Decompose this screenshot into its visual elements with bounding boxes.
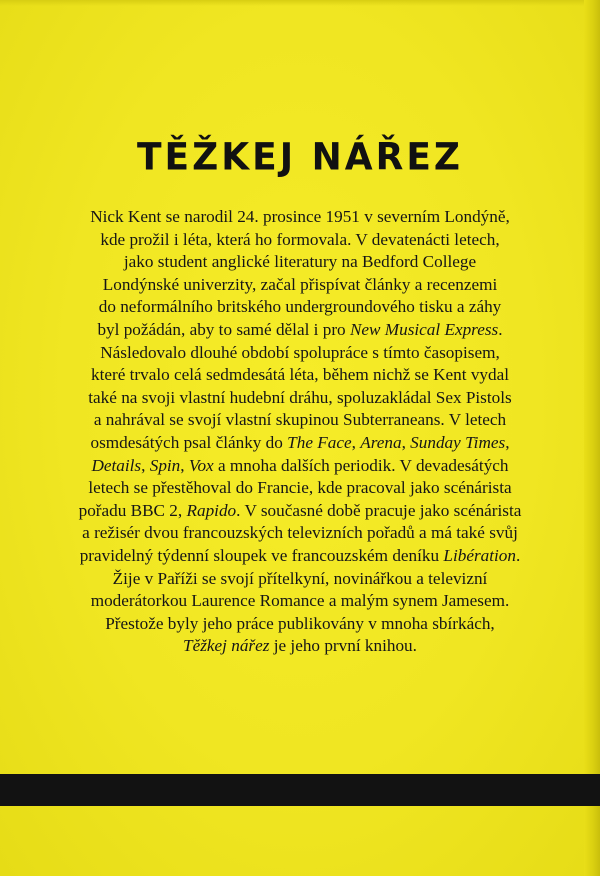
text-span: osmdesátých psal články do (90, 432, 288, 452)
text-span: Následovalo dlouhé období spolupráce s tímto časopisem, (100, 342, 500, 362)
text-span: Žije v Paříži se svojí přítelkyní, novinářkou a televizní (112, 568, 488, 588)
blurb-line (40, 568, 560, 591)
book-title: TĚŽKEJ NÁŘEZ (136, 135, 464, 180)
text-span: Londýnské univerzity, začal přispívat články a recenzemi (102, 274, 498, 294)
blurb-line (40, 229, 560, 252)
text-span: byl požádán, aby to samé dělal i pro (97, 319, 350, 339)
black-stripe (0, 774, 600, 806)
blurb-line (40, 296, 560, 319)
blurb-line (40, 342, 560, 365)
blurb-line (40, 545, 560, 568)
italic-title-span: Rapido (186, 500, 237, 520)
text-span: . V současné době pracuje jako scénárista (236, 500, 522, 520)
blurb-line (40, 477, 560, 500)
blurb-line (40, 251, 560, 274)
cover-spine-edge (584, 0, 600, 876)
text-span: do neformálního britského undergroundového tisku a záhy (98, 297, 502, 317)
italic-title-span: Vox (188, 455, 214, 475)
italic-title-span: Arena (360, 432, 402, 452)
blurb-line (40, 635, 560, 658)
text-span: , (141, 455, 150, 475)
text-span: které trvalo celá sedmdesátá léta, během nichž se Kent vydal (90, 365, 510, 385)
blurb-line (40, 387, 560, 410)
text-span: pravidelný týdenní sloupek ve francouzském deníku (79, 545, 444, 565)
text-span: . (498, 319, 503, 339)
italic-title-span: Sunday Times (410, 432, 506, 452)
blurb-line (40, 364, 560, 387)
text-span: a mnoha dalších periodik. V devadesátých (213, 455, 509, 475)
blurb-line (40, 500, 560, 523)
blurb-line (40, 522, 560, 545)
italic-title-span: Spin (149, 455, 181, 475)
italic-title-span: The Face (287, 432, 352, 452)
blurb-line (40, 319, 560, 342)
text-span: také na svoji vlastní hudební dráhu, spoluzakládal Sex Pistols (88, 387, 512, 407)
author-biography-text (40, 206, 560, 658)
blurb-line (40, 455, 560, 478)
text-span: . (515, 545, 521, 565)
blurb-line (40, 274, 560, 297)
text-span: , (505, 432, 510, 452)
text-span: a režisér dvou francouzských televizních pořadů a má také svůj (82, 523, 518, 543)
italic-title-span: Details (91, 455, 142, 475)
italic-title-span: New Musical Express (349, 319, 499, 339)
blurb-line (40, 613, 560, 636)
text-span: a nahrával se svojí vlastní skupinou Subterraneans. V letech (93, 410, 507, 430)
cover-top-edge (0, 0, 600, 6)
blurb-line (40, 206, 560, 229)
text-span: Přestože byly jeho práce publikovány v mnoha sbírkách, (105, 613, 495, 633)
text-span: , (401, 432, 411, 452)
blurb-line (40, 590, 560, 613)
text-span: kde prožil i léta, která ho formovala. V devatenácti letech, (100, 229, 500, 249)
text-span: letech se přestěhoval do Francie, kde pracoval jako scénárista (88, 478, 512, 498)
text-span: je jeho první knihou. (269, 636, 417, 656)
text-span: , (351, 432, 361, 452)
text-span: Nick Kent se narodil 24. prosince 1951 v severním Londýně, (90, 207, 510, 226)
blurb-line (40, 409, 560, 432)
text-span: moderátorkou Laurence Romance a malým synem Jamesem. (90, 591, 510, 611)
text-span: , (180, 455, 189, 475)
text-span: jako student anglické literatury na Bedford College (123, 252, 477, 272)
text-span: pořadu BBC 2, (78, 500, 187, 520)
italic-title-span: Libération (443, 545, 516, 565)
blurb-line (40, 432, 560, 455)
italic-title-span: Těžkej nářez (183, 636, 270, 656)
